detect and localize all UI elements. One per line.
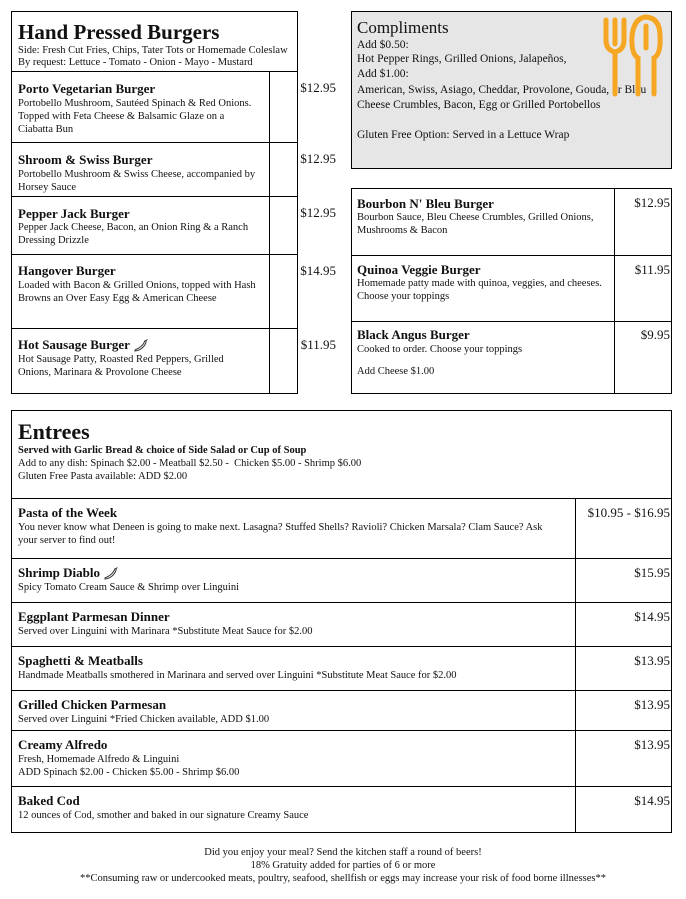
menu-item xyxy=(12,498,671,559)
footer-gratuity-line: 18% Gratuity added for parties of 6 or more xyxy=(250,860,436,871)
burgers-side-line: Side: Fresh Cut Fries, Chips, Tater Tots or Homemade Coleslaw xyxy=(18,45,288,56)
entrees-add-line: Add to any dish: Spinach $2.00 - Meatball $2.50 - Chicken $5.00 - Shrimp $6.00 xyxy=(18,458,362,469)
menu-item xyxy=(12,602,671,647)
menu-item xyxy=(12,646,671,691)
burgers-right-section xyxy=(351,188,672,394)
item-price: $12.95 xyxy=(634,195,670,210)
item-price: $9.95 xyxy=(640,327,670,342)
item-price: $15.95 xyxy=(634,565,670,580)
compliments-add-100-items: American, Swiss, Asiago, Cheddar, Provolone, Gouda, or Bleu Cheese Crumbles, Bacon, Egg or Grilled Portobellos xyxy=(357,84,647,111)
menu-item xyxy=(12,558,671,603)
chili-pepper-icon xyxy=(133,339,149,353)
item-price: $10.95 - $16.95 xyxy=(587,505,670,520)
item-name: Pepper Jack Burger xyxy=(18,206,130,221)
compliments-add-050-items: Hot Pepper Rings, Grilled Onions, Jalapeños, xyxy=(357,53,567,65)
item-price: $12.95 xyxy=(300,151,336,166)
item-name: Eggplant Parmesan Dinner xyxy=(18,609,170,624)
burgers-section xyxy=(11,11,336,394)
menu-item xyxy=(12,254,336,329)
gluten-free-option: Gluten Free Option: Served in a Lettuce Wrap xyxy=(357,129,570,141)
item-price: $14.95 xyxy=(634,793,670,808)
item-price: $14.95 xyxy=(300,263,336,278)
item-name: Porto Vegetarian Burger xyxy=(18,81,156,96)
burgers-request-line: By request: Lettuce - Tomato - Onion - Mayo - Mustard xyxy=(18,57,253,68)
entrees-gluten-free-line: Gluten Free Pasta available: ADD $2.00 xyxy=(18,471,188,482)
item-name: Grilled Chicken Parmesan xyxy=(18,697,167,712)
item-name: Shroom & Swiss Burger xyxy=(18,152,153,167)
menu-item xyxy=(12,690,671,731)
item-description: Handmade Meatballs smothered in Marinara and served over Linguini *Substitute Meat Sauce for $2.00 xyxy=(18,670,457,681)
item-name-row xyxy=(18,565,119,581)
menu-item xyxy=(12,328,336,395)
chili-pepper-icon xyxy=(103,567,119,581)
item-name: Creamy Alfredo xyxy=(18,737,108,752)
item-name: Quinoa Veggie Burger xyxy=(357,262,481,277)
compliments-add-100: Add $1.00: xyxy=(357,68,409,80)
menu-item xyxy=(12,142,336,198)
item-price: $13.95 xyxy=(634,653,670,668)
item-description: 12 ounces of Cod, smother and baked in our signature Creamy Sauce xyxy=(18,810,309,821)
item-price: $12.95 xyxy=(300,205,336,220)
menu-item xyxy=(12,71,336,153)
item-description: Served over Linguini *Fried Chicken available, ADD $1.00 xyxy=(18,714,270,725)
entrees-served-line: Served with Garlic Bread & choice of Side Salad or Cup of Soup xyxy=(18,445,307,456)
compliments-add-050: Add $0.50: xyxy=(357,39,409,51)
item-description: Served over Linguini with Marinara *Substitute Meat Sauce for $2.00 xyxy=(18,626,313,637)
item-description: Fresh, Homemade Alfredo & Linguini xyxy=(18,754,180,765)
item-name: Hangover Burger xyxy=(18,263,116,278)
compliments-section xyxy=(351,11,672,169)
fork-knife-logo-icon xyxy=(600,14,666,98)
menu-item xyxy=(12,786,671,833)
menu-item xyxy=(12,196,336,255)
item-name: Bourbon N' Bleu Burger xyxy=(357,196,494,211)
item-price: $12.95 xyxy=(300,80,336,95)
burgers-title: Hand Pressed Burgers xyxy=(18,20,220,44)
item-description: Pepper Jack Cheese, Bacon, an Onion Ring & a Ranch Dressing Drizzle xyxy=(18,222,249,246)
item-name: Black Angus Burger xyxy=(357,327,470,342)
footer-beers-line: Did you enjoy your meal? Send the kitchen staff a round of beers! xyxy=(204,847,482,858)
item-price: $11.95 xyxy=(300,337,336,352)
menu-item xyxy=(352,189,671,255)
item-description: Cooked to order. Choose your toppings xyxy=(357,344,523,355)
menu-item xyxy=(12,730,671,787)
item-description: Hot Sausage Patty, Roasted Red Peppers, Grilled Onions, Marinara & Provolone Cheese xyxy=(18,354,224,378)
item-name: Spaghetti & Meatballs xyxy=(18,653,143,668)
item-price: $14.95 xyxy=(634,609,670,624)
item-description: Loaded with Bacon & Grilled Onions, topped with Hash Browns an Over Easy Egg & American Cheese xyxy=(18,280,256,304)
item-description: Portobello Mushroom & Swiss Cheese, accompanied by Horsey Sauce xyxy=(18,169,256,193)
item-description: Bourbon Sauce, Bleu Cheese Crumbles, Grilled Onions, Mushrooms & Bacon xyxy=(357,212,594,236)
menu-item xyxy=(352,321,671,395)
item-extra: Add Cheese $1.00 xyxy=(357,366,435,377)
item-price: $13.95 xyxy=(634,697,670,712)
item-description: Spicy Tomato Cream Sauce & Shrimp over Linguini xyxy=(18,582,239,593)
compliments-title: Compliments xyxy=(357,18,449,37)
menu-item xyxy=(352,255,671,322)
footer-food-warning: **Consuming raw or undercooked meats, poultry, seafood, shellfish or eggs may increase your risk of food borne illnesses** xyxy=(80,873,606,884)
item-addons: ADD Spinach $2.00 - Chicken $5.00 - Shrimp $6.00 xyxy=(18,767,240,778)
item-name: Baked Cod xyxy=(18,793,80,808)
item-description: Portobello Mushroom, Sautéed Spinach & Red Onions. Topped with Feta Cheese & Balsamic Glaze on a Ciabatta Bun xyxy=(18,98,252,135)
item-name-row xyxy=(18,337,149,353)
item-price: $11.95 xyxy=(634,262,670,277)
item-name: Hot Sausage Burger xyxy=(18,337,130,352)
item-description: You never know what Deneen is going to make next. Lasagna? Stuffed Shells? Ravioli? Chicken Marsala? Clam Sauce? Ask your server to find out! xyxy=(18,522,543,546)
entrees-section xyxy=(11,410,672,833)
item-name: Shrimp Diablo xyxy=(18,565,100,580)
item-name: Pasta of the Week xyxy=(18,505,118,520)
item-price: $13.95 xyxy=(634,737,670,752)
item-description: Homemade patty made with quinoa, veggies, and cheeses. Choose your toppings xyxy=(357,278,602,302)
entrees-title: Entrees xyxy=(18,419,90,444)
